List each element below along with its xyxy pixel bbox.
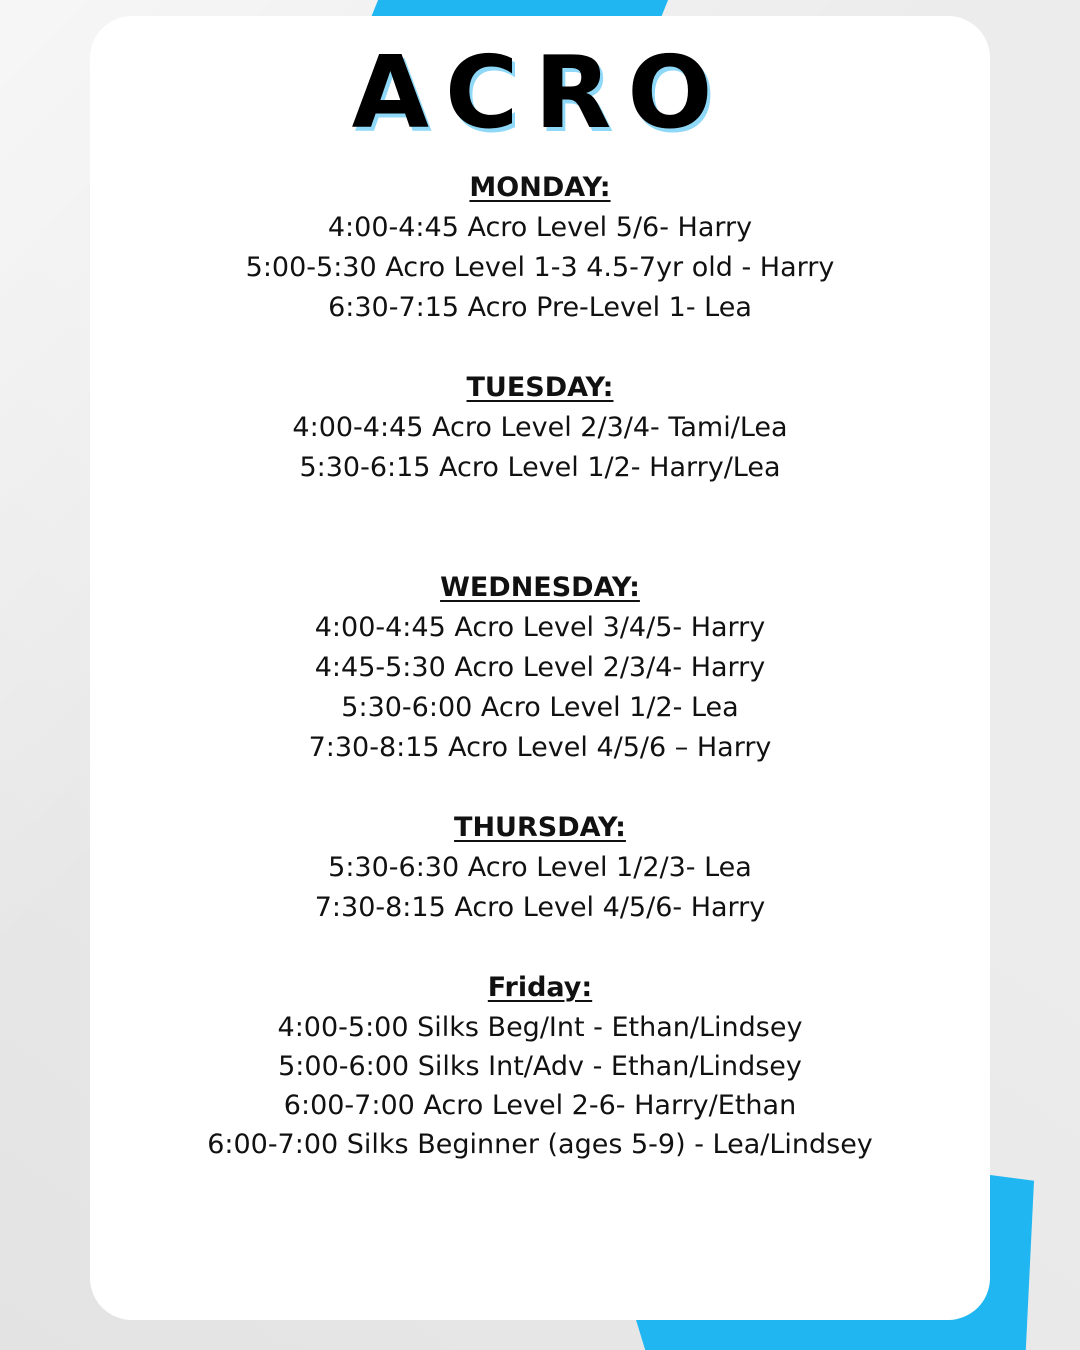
page-title: ACRO <box>351 34 729 151</box>
class-entry: 5:30-6:30 Acro Level 1/2/3- Lea <box>328 852 752 883</box>
schedule-list <box>90 168 990 1164</box>
day-heading-friday: Friday: <box>487 972 593 1003</box>
class-entry: 4:00-4:45 Acro Level 3/4/5- Harry <box>314 612 766 643</box>
class-entry: 4:00-4:45 Acro Level 5/6- Harry <box>327 212 753 243</box>
class-entry: 6:30-7:15 Acro Pre-Level 1- Lea <box>328 292 752 323</box>
class-entry: 4:00-5:00 Silks Beg/Int - Ethan/Lindsey <box>277 1012 803 1043</box>
day-heading-wednesday: WEDNESDAY: <box>440 572 640 603</box>
class-entry: 7:30-8:15 Acro Level 4/5/6 – Harry <box>308 732 772 763</box>
day-section-thursday <box>90 808 990 928</box>
day-heading-tuesday: TUESDAY: <box>466 372 614 403</box>
day-section-tuesday <box>90 368 990 488</box>
class-entry: 7:30-8:15 Acro Level 4/5/6- Harry <box>314 892 766 923</box>
day-heading-monday: MONDAY: <box>469 172 611 203</box>
class-entry: 6:00-7:00 Acro Level 2-6- Harry/Ethan <box>283 1090 797 1121</box>
class-entry: 6:00-7:00 Silks Beginner (ages 5-9) - Lea/Lindsey <box>207 1129 873 1160</box>
class-entry: 4:00-4:45 Acro Level 2/3/4- Tami/Lea <box>292 412 788 443</box>
day-section-friday <box>90 968 990 1164</box>
day-section-wednesday <box>90 568 990 768</box>
schedule-card <box>90 16 990 1320</box>
day-section-monday <box>90 168 990 328</box>
day-heading-thursday: THURSDAY: <box>454 812 626 843</box>
class-entry: 4:45-5:30 Acro Level 2/3/4- Harry <box>314 652 766 683</box>
class-entry: 5:00-5:30 Acro Level 1-3 4.5-7yr old - Harry <box>245 252 835 283</box>
class-entry: 5:30-6:00 Acro Level 1/2- Lea <box>341 692 739 723</box>
class-entry: 5:30-6:15 Acro Level 1/2- Harry/Lea <box>299 452 781 483</box>
class-entry: 5:00-6:00 Silks Int/Adv - Ethan/Lindsey <box>278 1051 802 1082</box>
